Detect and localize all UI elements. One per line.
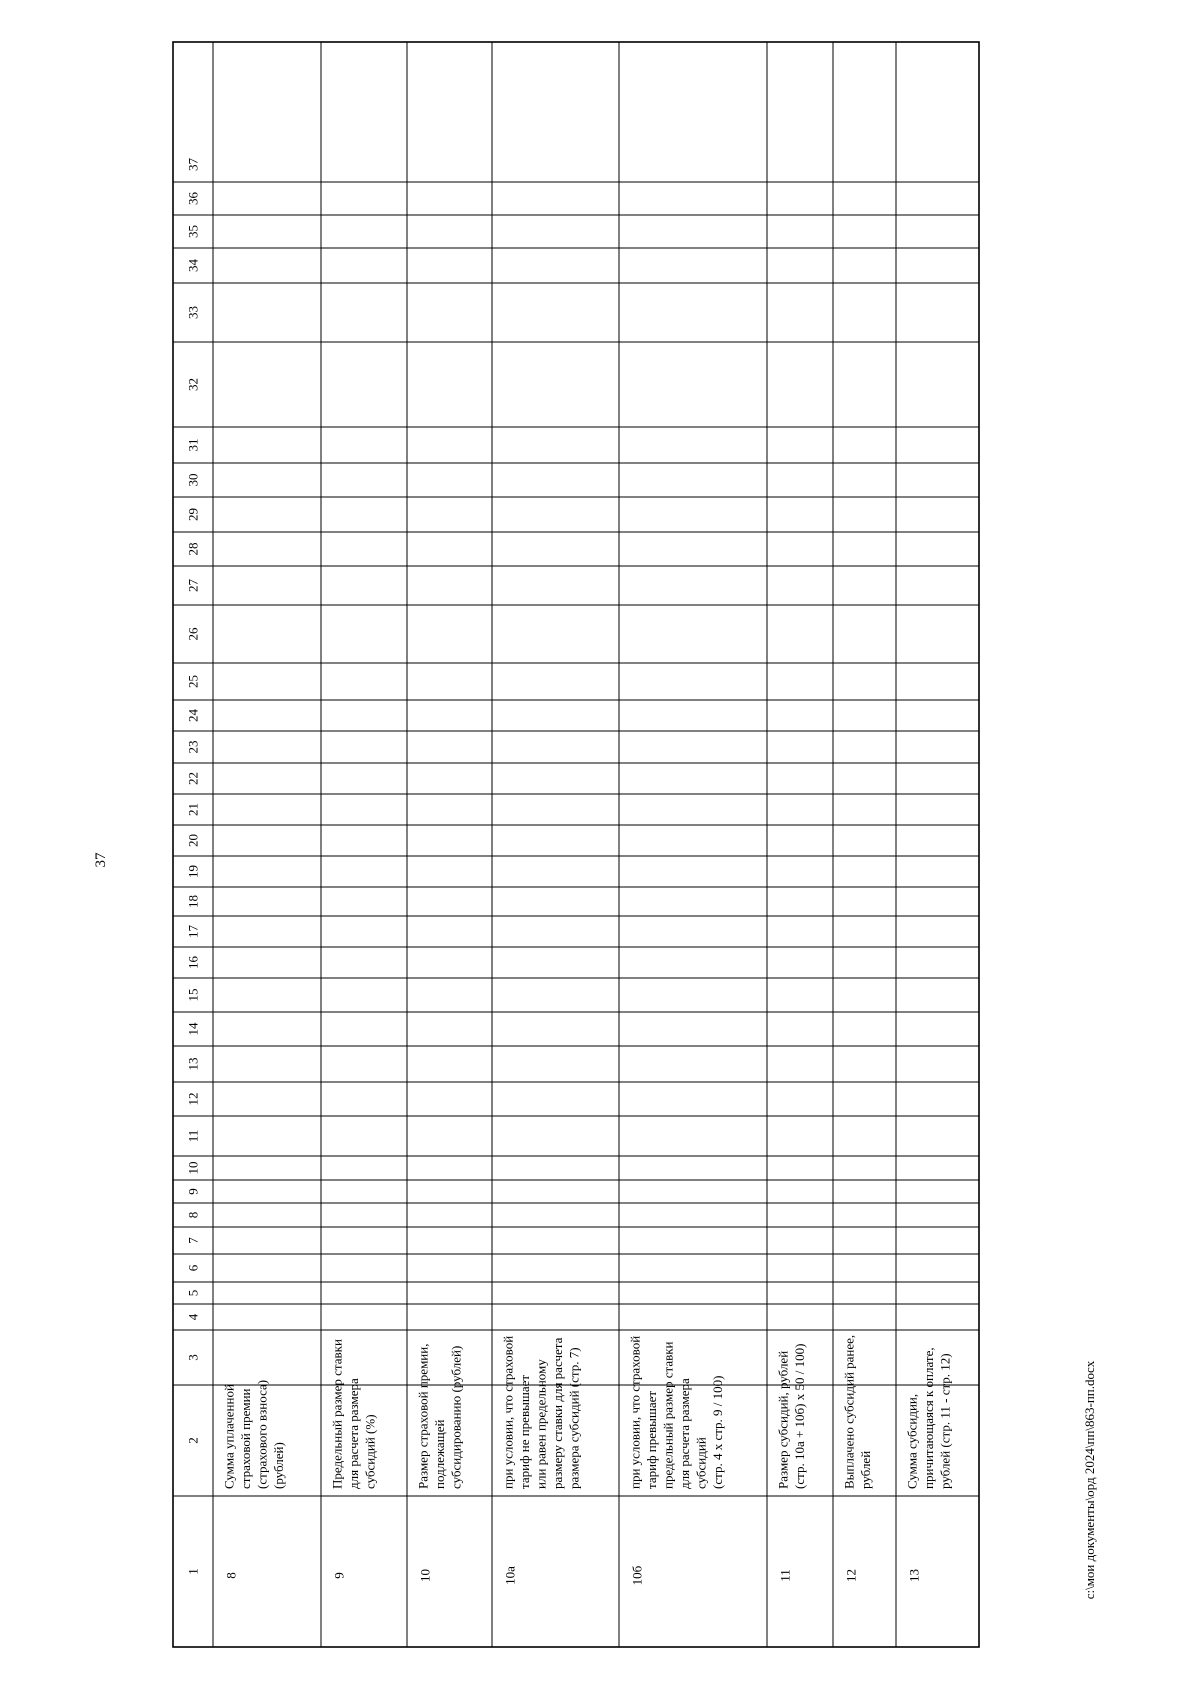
row-description-line: тариф превышает	[644, 1390, 659, 1489]
row-description-line: страховой премии	[238, 1388, 253, 1489]
row-description-line: Размер субсидий, рублей	[775, 1350, 791, 1489]
column-number: 10	[185, 1161, 201, 1175]
row-description-line: рублей	[858, 1450, 873, 1489]
column-number: 22	[185, 772, 201, 785]
row-description-line: субсидий (%)	[362, 1414, 378, 1489]
row-description-line: для расчета размера	[677, 1378, 692, 1489]
column-number: 25	[185, 675, 201, 688]
column-number: 11	[185, 1129, 201, 1143]
column-number: 18	[185, 895, 201, 908]
row-description-line: (стр. 4 x стр. 9 / 100)	[710, 1375, 725, 1489]
column-number: 31	[185, 438, 201, 452]
row-description-line: подлежащей	[432, 1419, 447, 1489]
row-number: 11	[777, 1569, 793, 1582]
row-description-line: рублей (стр. 11 - стр. 12)	[937, 1353, 953, 1489]
column-number: 16	[185, 956, 201, 969]
row-description-line: размеру ставки для расчета	[550, 1337, 565, 1489]
row-description-line: (стр. 10а + 10б) x 50 / 100)	[792, 1343, 807, 1489]
column-number: 4	[185, 1313, 201, 1321]
column-number: 2	[185, 1437, 201, 1444]
row-description-line: Предельный размер ставки	[329, 1339, 345, 1489]
column-number: 37	[185, 158, 201, 171]
column-number: 27	[185, 579, 201, 592]
row-number: 12	[843, 1569, 859, 1582]
row-description-line: или равен предельному	[533, 1359, 549, 1489]
row-description-line: Размер страховой премии,	[415, 1343, 431, 1489]
row-description-line: предельный размер ставки	[660, 1341, 676, 1489]
column-number: 14	[185, 1022, 201, 1036]
column-number: 34	[185, 259, 201, 272]
page-number: 37	[93, 852, 109, 868]
row-description-line: причитающаяся к оплате,	[921, 1347, 936, 1489]
column-number: 13	[185, 1057, 201, 1071]
column-number: 29	[185, 508, 201, 521]
column-number: 23	[185, 740, 201, 754]
column-number: 15	[185, 988, 201, 1002]
row-description-line: Сумма субсидии,	[904, 1393, 920, 1489]
column-number: 28	[185, 542, 201, 556]
row-description-line: для расчета размера	[346, 1378, 361, 1489]
row-description-line: размера субсидий (стр. 7)	[566, 1347, 582, 1489]
row-number: 10	[417, 1569, 433, 1582]
column-number: 21	[185, 803, 201, 816]
column-number: 36	[185, 192, 201, 205]
row-description-line: при условии, что страховой	[500, 1335, 516, 1489]
column-number: 26	[185, 627, 201, 641]
row-number: 10а	[502, 1566, 518, 1585]
row-description-line: тариф не превышает	[517, 1374, 532, 1489]
column-number: 30	[185, 473, 201, 487]
column-number: 32	[185, 378, 201, 391]
row-number: 10б	[629, 1565, 645, 1586]
column-number: 35	[185, 225, 201, 238]
column-number: 1	[185, 1568, 201, 1575]
row-number: 9	[331, 1572, 347, 1579]
column-number: 3	[185, 1354, 201, 1361]
row-description-line: (рублей)	[271, 1442, 286, 1489]
column-number: 19	[185, 865, 201, 878]
row-description-line: (страхового взноса)	[254, 1379, 270, 1489]
column-number: 5	[185, 1289, 201, 1297]
column-number: 8	[185, 1211, 201, 1219]
column-number: 12	[185, 1092, 201, 1106]
column-number: 33	[185, 306, 201, 319]
column-number: 9	[185, 1188, 201, 1195]
row-number: 13	[906, 1569, 922, 1582]
row-description-line: при условии, что страховой	[627, 1335, 643, 1489]
row-description-line: Выплачено субсидий ранее,	[841, 1334, 857, 1489]
row-description-line: субсидий	[693, 1437, 709, 1489]
column-number: 24	[185, 709, 201, 722]
row-description-line: Сумма уплаченной	[221, 1384, 237, 1489]
footer-file-path: c:\мои документы\орд 2024\пп\863-пп.docx	[1082, 1360, 1097, 1600]
row-number: 8	[223, 1572, 239, 1579]
row-description-line: субсидированию (рублей)	[448, 1345, 464, 1489]
column-number: 20	[185, 834, 201, 847]
column-number: 6	[185, 1264, 201, 1272]
column-number: 7	[185, 1237, 201, 1244]
column-number: 17	[185, 925, 201, 938]
